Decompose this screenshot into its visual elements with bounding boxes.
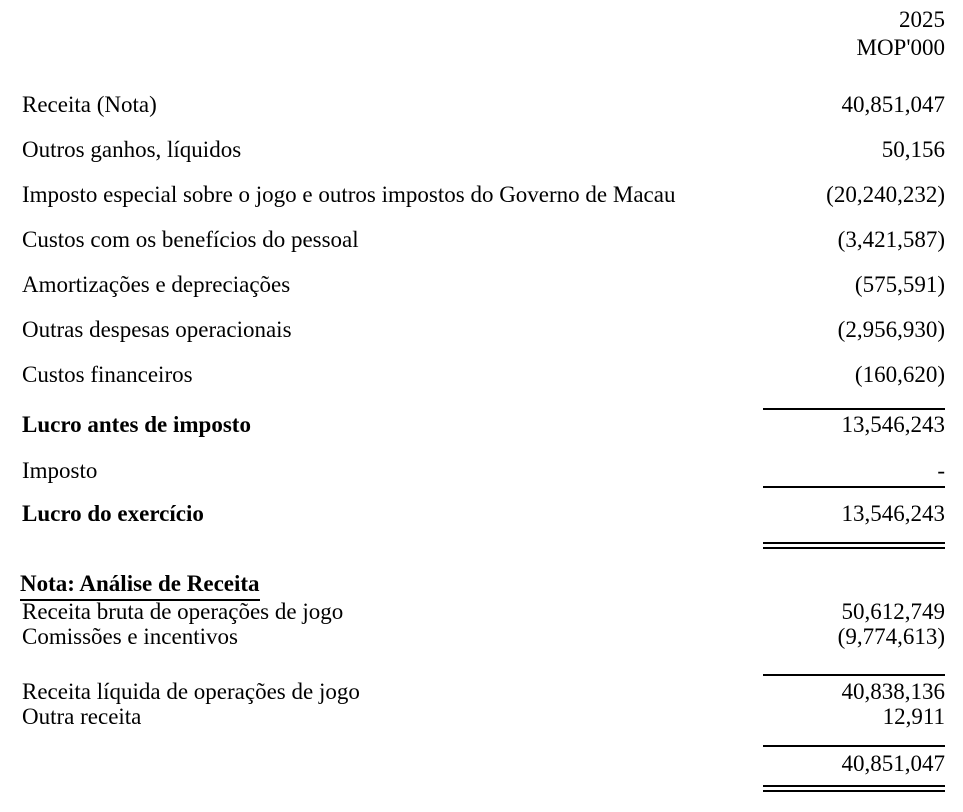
row-label: Imposto especial sobre o jogo e outros impostos do Governo de Macau	[22, 182, 676, 207]
row-label: Lucro antes de imposto	[22, 412, 251, 437]
note-row-receita-liquida	[22, 678, 945, 706]
row-value: (9,774,613)	[837, 624, 945, 649]
statement-row-imposto	[22, 457, 945, 485]
row-value: 40,838,136	[841, 679, 945, 704]
statement-row-amortizacoes	[22, 271, 945, 299]
statement-row-imposto-especial	[22, 181, 945, 209]
row-label: Amortizações e depreciações	[22, 272, 291, 297]
row-value: (2,956,930)	[837, 317, 945, 342]
statement-row-outras-despesas	[22, 316, 945, 344]
statement-row-custos-pessoal	[22, 226, 945, 254]
statement-row-lucro-antes-imposto	[22, 411, 945, 439]
row-label: Comissões e incentivos	[22, 624, 238, 649]
row-value: (575,591)	[854, 272, 945, 297]
row-label: Custos com os benefícios do pessoal	[22, 227, 359, 252]
grand-total-rule	[763, 785, 945, 792]
subtotal-rule	[763, 674, 945, 676]
statement-row-outros-ganhos	[22, 136, 945, 164]
note-row-total	[22, 750, 945, 778]
column-header-unit: MOP'000	[856, 35, 945, 60]
row-label: Outras despesas operacionais	[22, 317, 292, 342]
subtotal-rule	[763, 408, 945, 410]
row-label: Custos financeiros	[22, 362, 193, 387]
row-label: Receita líquida de operações de jogo	[22, 679, 360, 704]
row-value: 40,851,047	[841, 92, 945, 117]
statement-row-receita	[22, 91, 945, 119]
row-value: 12,911	[882, 704, 945, 729]
subtotal-rule	[763, 486, 945, 488]
note-row-outra-receita	[22, 703, 945, 731]
row-label: Outra receita	[22, 704, 142, 729]
grand-total-rule	[763, 542, 945, 549]
row-value: (3,421,587)	[837, 227, 945, 252]
row-value: (160,620)	[854, 362, 945, 387]
row-label: Outros ganhos, líquidos	[22, 137, 242, 162]
note-row-comissoes	[22, 623, 945, 651]
row-label: Receita (Nota)	[22, 92, 157, 117]
row-value: -	[937, 458, 945, 483]
row-value: 13,546,243	[841, 501, 945, 526]
row-label: Receita bruta de operações de jogo	[22, 599, 344, 624]
note-row-receita-bruta	[22, 598, 945, 626]
row-label: Imposto	[22, 458, 98, 483]
subtotal-rule	[763, 745, 945, 747]
row-value: 40,851,047	[841, 751, 945, 776]
statement-row-custos-financeiros	[22, 361, 945, 389]
statement-row-lucro-exercicio	[22, 500, 945, 528]
note-title	[20, 570, 260, 601]
row-value: (20,240,232)	[826, 182, 945, 207]
row-value: 13,546,243	[841, 412, 945, 437]
row-label: Lucro do exercício	[22, 501, 204, 526]
row-value: 50,156	[881, 137, 945, 162]
column-header-year: 2025	[899, 7, 945, 32]
row-value: 50,612,749	[841, 599, 945, 624]
note-title-text: Nota: Análise de Receita	[20, 570, 260, 601]
